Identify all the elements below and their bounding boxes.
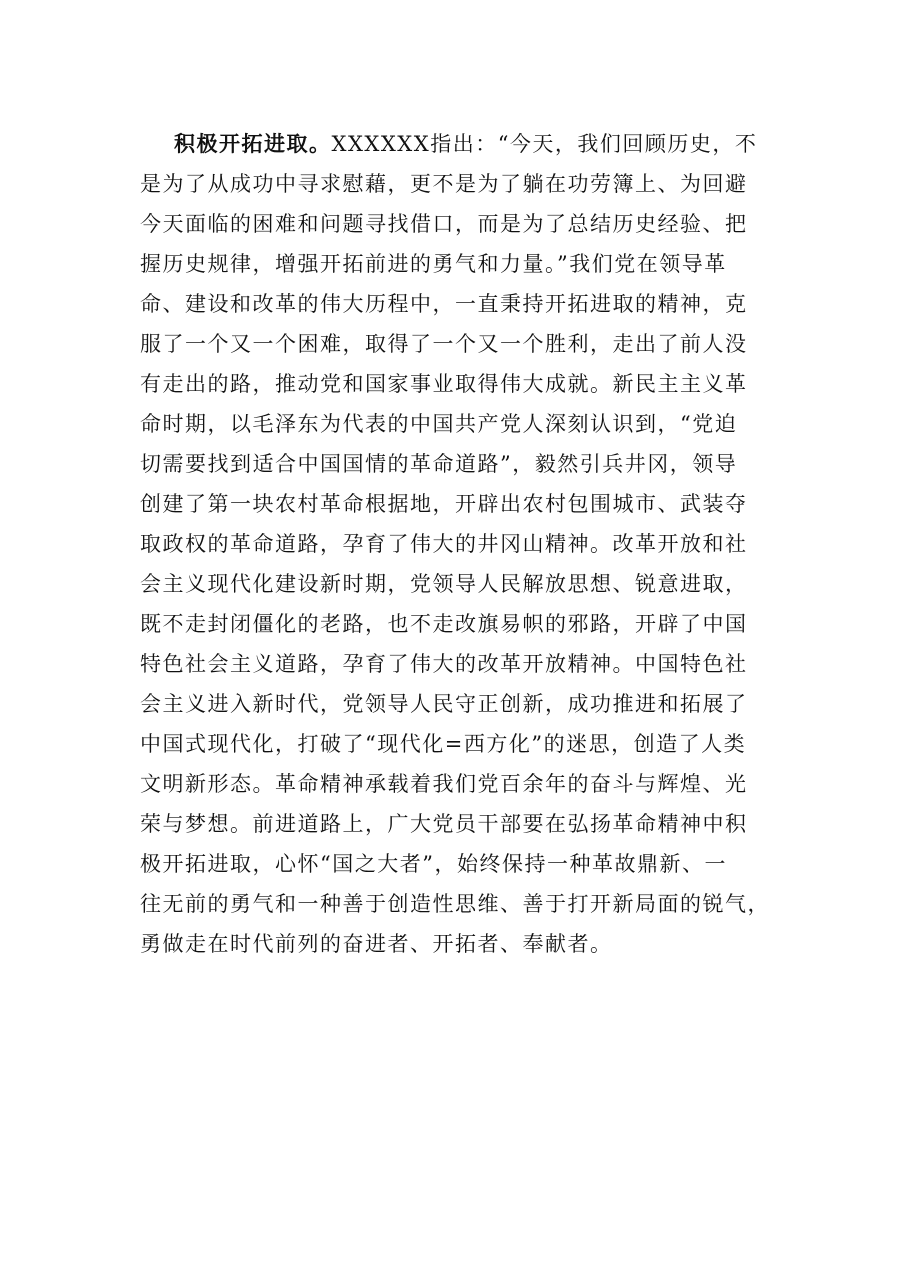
paragraph-line: 既不走封闭僵化的老路，也不走改旗易帜的邪路，开辟了中国: [140, 612, 748, 636]
paragraph-line: 文明新形态。革命精神承载着我们党百余年的奋斗与辉煌、光: [140, 772, 748, 796]
paragraph-line: 是为了从成功中寻求慰藉，更不是为了躺在功劳簿上、为回避: [140, 172, 748, 196]
paragraph-line: 命、建设和改革的伟大历程中，一直秉持开拓进取的精神，克: [140, 292, 748, 316]
paragraph-line: 握历史规律，增强开拓前进的勇气和力量。”我们党在领导革: [140, 252, 727, 276]
paragraph-line: 会主义进入新时代，党领导人民守正创新，成功推进和拓展了: [140, 692, 748, 716]
paragraph-line: 切需要找到适合中国国情的革命道路”，毅然引兵井冈，领导: [140, 452, 738, 476]
paragraph-line-1-text: XXXXXX指出：“今天，我们回顾历史，不: [331, 132, 758, 156]
paragraph-line: 勇做走在时代前列的奋进者、开拓者、奉献者。: [140, 932, 613, 956]
paragraph-line: 命时期，以毛泽东为代表的中国共产党人深刻认识到，“党迫: [140, 412, 738, 436]
paragraph-lead-heading: 积极开拓进取。: [174, 132, 332, 156]
paragraph-line: 服了一个又一个困难，取得了一个又一个胜利，走出了前人没: [140, 332, 748, 356]
paragraph-line: 有走出的路，推动党和国家事业取得伟大成就。新民主主义革: [140, 372, 748, 396]
paragraph-line: 中国式现代化，打破了“现代化=西方化”的迷思，创造了人类: [140, 732, 747, 756]
paragraph-line: 往无前的勇气和一种善于创造性思维、善于打开新局面的锐气，: [140, 892, 770, 916]
paragraph-line: 取政权的革命道路，孕育了伟大的井冈山精神。改革开放和社: [140, 532, 748, 556]
paragraph-line: 荣与梦想。前进道路上，广大党员干部要在弘扬革命精神中积: [140, 812, 748, 836]
paragraph-line-1: [140, 124, 780, 164]
paragraph: [140, 124, 780, 964]
paragraph-line: 特色社会主义道路，孕育了伟大的改革开放精神。中国特色社: [140, 652, 748, 676]
paragraph-line: 今天面临的困难和问题寻找借口，而是为了总结历史经验、把: [140, 212, 748, 236]
paragraph-line: 极开拓进取，心怀“国之大者”，始终保持一种革故鼎新、一: [140, 852, 727, 876]
paragraph-line: 创建了第一块农村革命根据地，开辟出农村包围城市、武装夺: [140, 492, 748, 516]
paragraph-line: 会主义现代化建设新时期，党领导人民解放思想、锐意进取，: [140, 572, 748, 596]
